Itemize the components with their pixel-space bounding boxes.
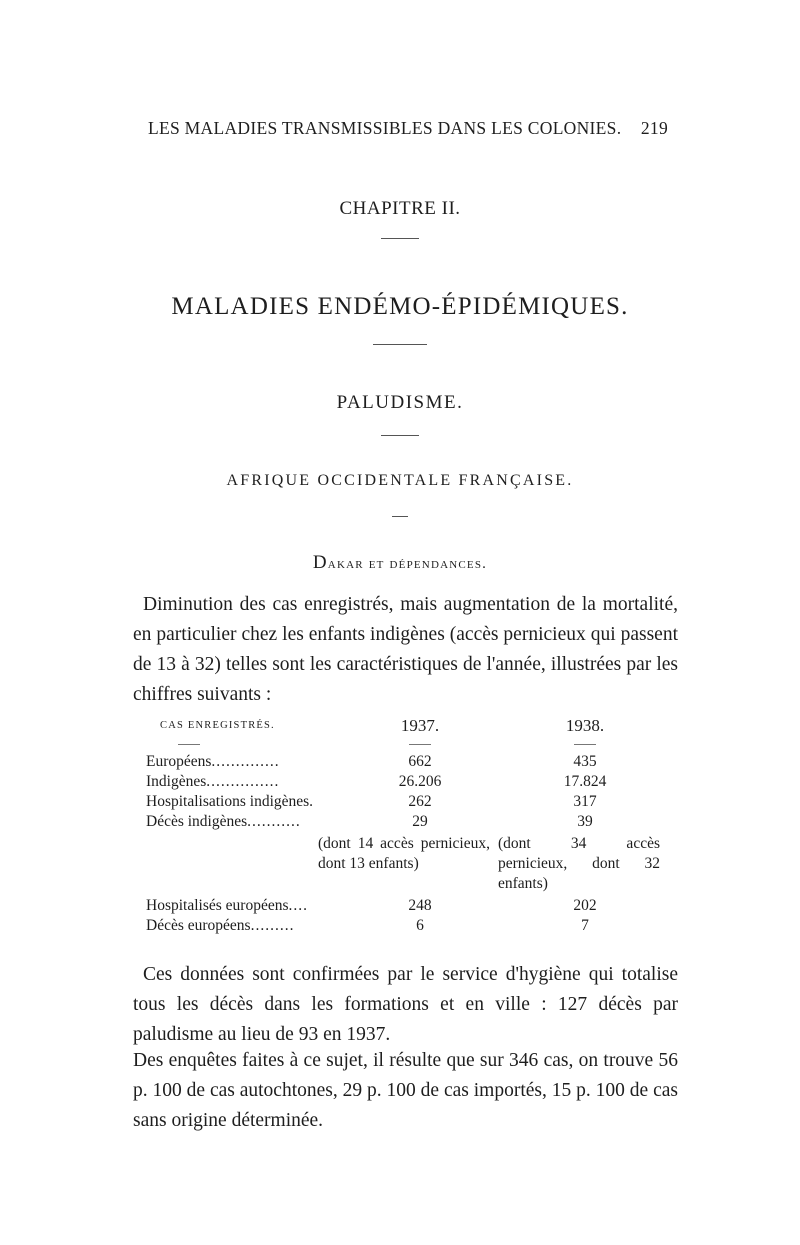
region-title: AFRIQUE OCCIDENTALE FRANÇAISE. [226,472,574,489]
dot-leader: .............. [211,753,280,770]
table-header [146,708,686,736]
dash-mark [574,744,596,745]
dot-leader: ......... [250,917,295,934]
dash-mark [409,744,431,745]
dash-mark [178,744,200,745]
table-header-dashes [146,736,686,752]
note-1937: (dont 14 accès pernicieux, dont 13 enfants) [318,835,490,872]
table-header-label: CAS ENREGISTRÉS. [160,720,275,731]
divider-rule [381,238,419,239]
value-1938: 39 [577,813,593,830]
paragraph-intro: Diminution des cas enregistrés, mais augmentation de la mortalité, en particulier chez les enfants indigènes (accès pernicieux qui passent de 13 à 32) telles sont les caractéristiques de l'année, illustrées par les chiffres suivants : [133,594,678,705]
paragraph-hygiene: Ces données sont confirmées par le service d'hygiène qui totalise tous les décès dans les formations et en ville : 127 décès par paludisme au lieu de 93 en 1937. [133,964,678,1045]
running-head-title: LES MALADIES TRANSMISSIBLES DANS LES COLONIES. [148,118,622,138]
row-label: Décès européens [146,917,251,934]
divider-rule [392,516,408,517]
divider-rule [373,344,427,345]
table-row [146,772,686,792]
row-label: Hospitalisations indigènes. [146,793,314,810]
value-1937: 248 [408,897,432,914]
row-label: Indigènes [146,773,207,790]
value-1937: 26.206 [398,773,442,790]
cases-table [146,708,686,936]
main-title: MALADIES ENDÉMO-ÉPIDÉMIQUES. [171,293,629,320]
row-label: Décès indigènes [146,813,248,830]
value-1938: 317 [573,793,597,810]
value-1937: 662 [408,753,432,770]
value-1938: 435 [573,753,597,770]
table-header-1937: 1937. [400,716,440,735]
value-1938: 7 [581,917,589,934]
table-row [146,896,686,916]
dot-leader: .... [288,897,308,914]
value-1937: 6 [416,917,424,934]
value-1938: 202 [573,897,597,914]
table-row [146,792,686,812]
page-number: 219 [640,118,668,138]
table-row [146,812,686,832]
row-label: Hospitalisés européens [146,897,289,914]
dot-leader: ............... [206,773,280,790]
section-title: PALUDISME. [336,392,464,413]
paragraph-enquiry: Des enquêtes faites à ce sujet, il résulte que sur 346 cas, on trouve 56 p. 100 de cas autochtones, 29 p. 100 de cas importés, 15 p. 100 de cas sans origine déterminée. [133,1050,678,1131]
table-row [146,916,686,936]
chapter-heading: CHAPITRE II. [339,198,461,219]
table-notes [146,834,686,894]
table-header-1938: 1938. [565,716,605,735]
dot-leader: ........... [247,813,301,830]
row-label: Européens [146,753,212,770]
table-row [146,752,686,772]
note-1938: (dont 34 accès pernicieux, dont 32 enfants) [498,835,660,892]
city-title [0,552,800,574]
value-1938: 17.824 [563,773,607,790]
value-1937: 29 [412,813,428,830]
running-head [148,118,668,139]
value-1937: 262 [408,793,432,810]
divider-rule [381,435,419,436]
city-title-rest: akar et dépendances. [327,556,488,572]
city-title-initial: D [312,552,328,573]
